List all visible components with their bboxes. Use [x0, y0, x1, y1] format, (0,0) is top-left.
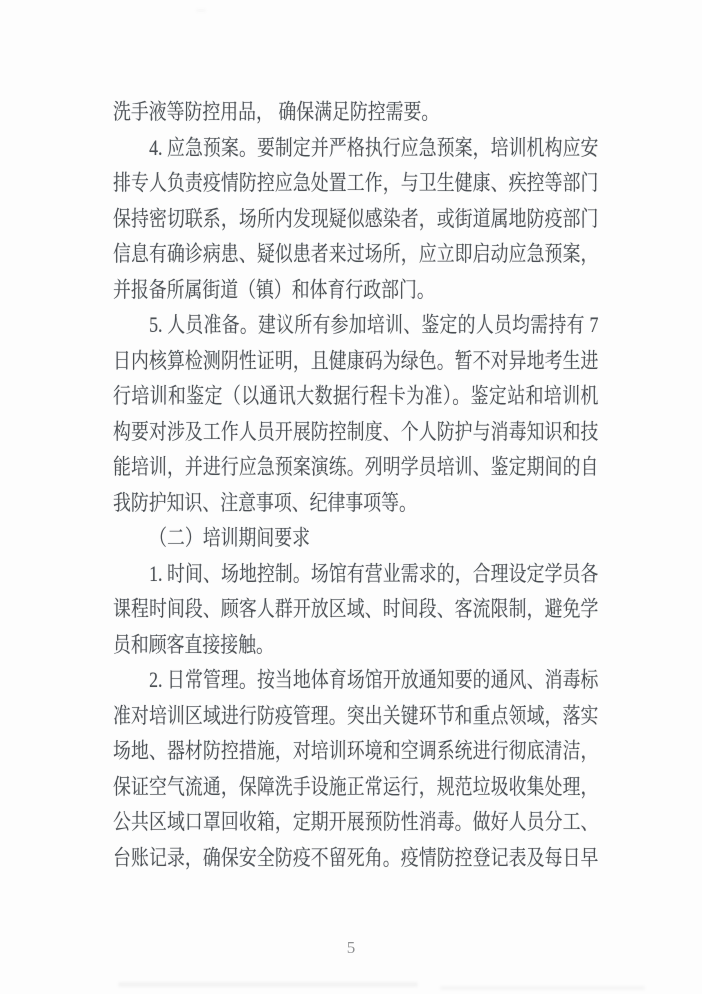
- text-line: 保证空气流通，保障洗手设施正常运行，规范垃圾收集处理，: [113, 774, 599, 799]
- text-line: 保持密切联系，场所内发现疑似感染者，或街道属地防疫部门: [113, 206, 599, 231]
- text-line: 能培训，并进行应急预案演练。列明学员培训、鉴定期间的自: [113, 455, 599, 479]
- text-line: 台账记录，确保安全防疫不留死角。疫情防控登记表及每日早: [113, 845, 599, 870]
- scan-artifact: [440, 986, 645, 990]
- text-line: 公共区域口罩回收箱，定期开展预防性消毒。做好人员分工、: [113, 810, 599, 834]
- document-text-block: [113, 95, 598, 876]
- text-line: 我防护知识、注意事项、纪律事项等。: [113, 490, 417, 515]
- text-line: 排专人负责疫情防控应急处置工作，与卫生健康、疾控等部门: [113, 171, 599, 195]
- text-line: 2. 日常管理。按当地体育场馆开放通知要的通风、消毒标: [149, 668, 599, 692]
- text-line: 洗手液等防控用品， 确保满足防控需要。: [113, 100, 440, 124]
- text-line: 行培训和鉴定（以通讯大数据行程卡为准）。鉴定站和培训机: [113, 384, 599, 408]
- text-line: 准对培训区域进行防疫管理。突出关键环节和重点领域，落实: [113, 703, 599, 728]
- text-line: 信息有确诊病患、疑似患者来过场所，应立即启动应急预案，: [113, 242, 599, 266]
- text-line: 并报备所属街道（镇）和体育行政部门。: [113, 277, 435, 302]
- text-line: 日内核算检测阴性证明，且健康码为绿色。暂不对异地考生进: [113, 348, 599, 373]
- section-heading-line: （二）培训期间要求: [149, 526, 310, 550]
- text-line: 5. 人员准备。建议所有参加培训、鉴定的人员均需持有 7: [149, 313, 599, 337]
- text-line: 员和顾客直接接触。: [113, 632, 274, 657]
- text-line: 4. 应急预案。要制定并严格执行应急预案，培训机构应安: [149, 135, 599, 160]
- text-line: 构要对涉及工作人员开展防控制度、个人防护与消毒知识和技: [113, 419, 599, 444]
- text-line: 课程时间段、顾客人群开放区域、时间段、客流限制，避免学: [113, 597, 599, 621]
- text-line: 场地、器材防控措施，对培训环境和空调系统进行彻底清洁，: [113, 739, 599, 763]
- text-line: 1. 时间、场地控制。场馆有营业需求的，合理设定学员各: [149, 561, 599, 586]
- scan-artifact: [196, 9, 206, 12]
- page-number: 5: [346, 938, 356, 957]
- scan-artifact: [118, 982, 418, 987]
